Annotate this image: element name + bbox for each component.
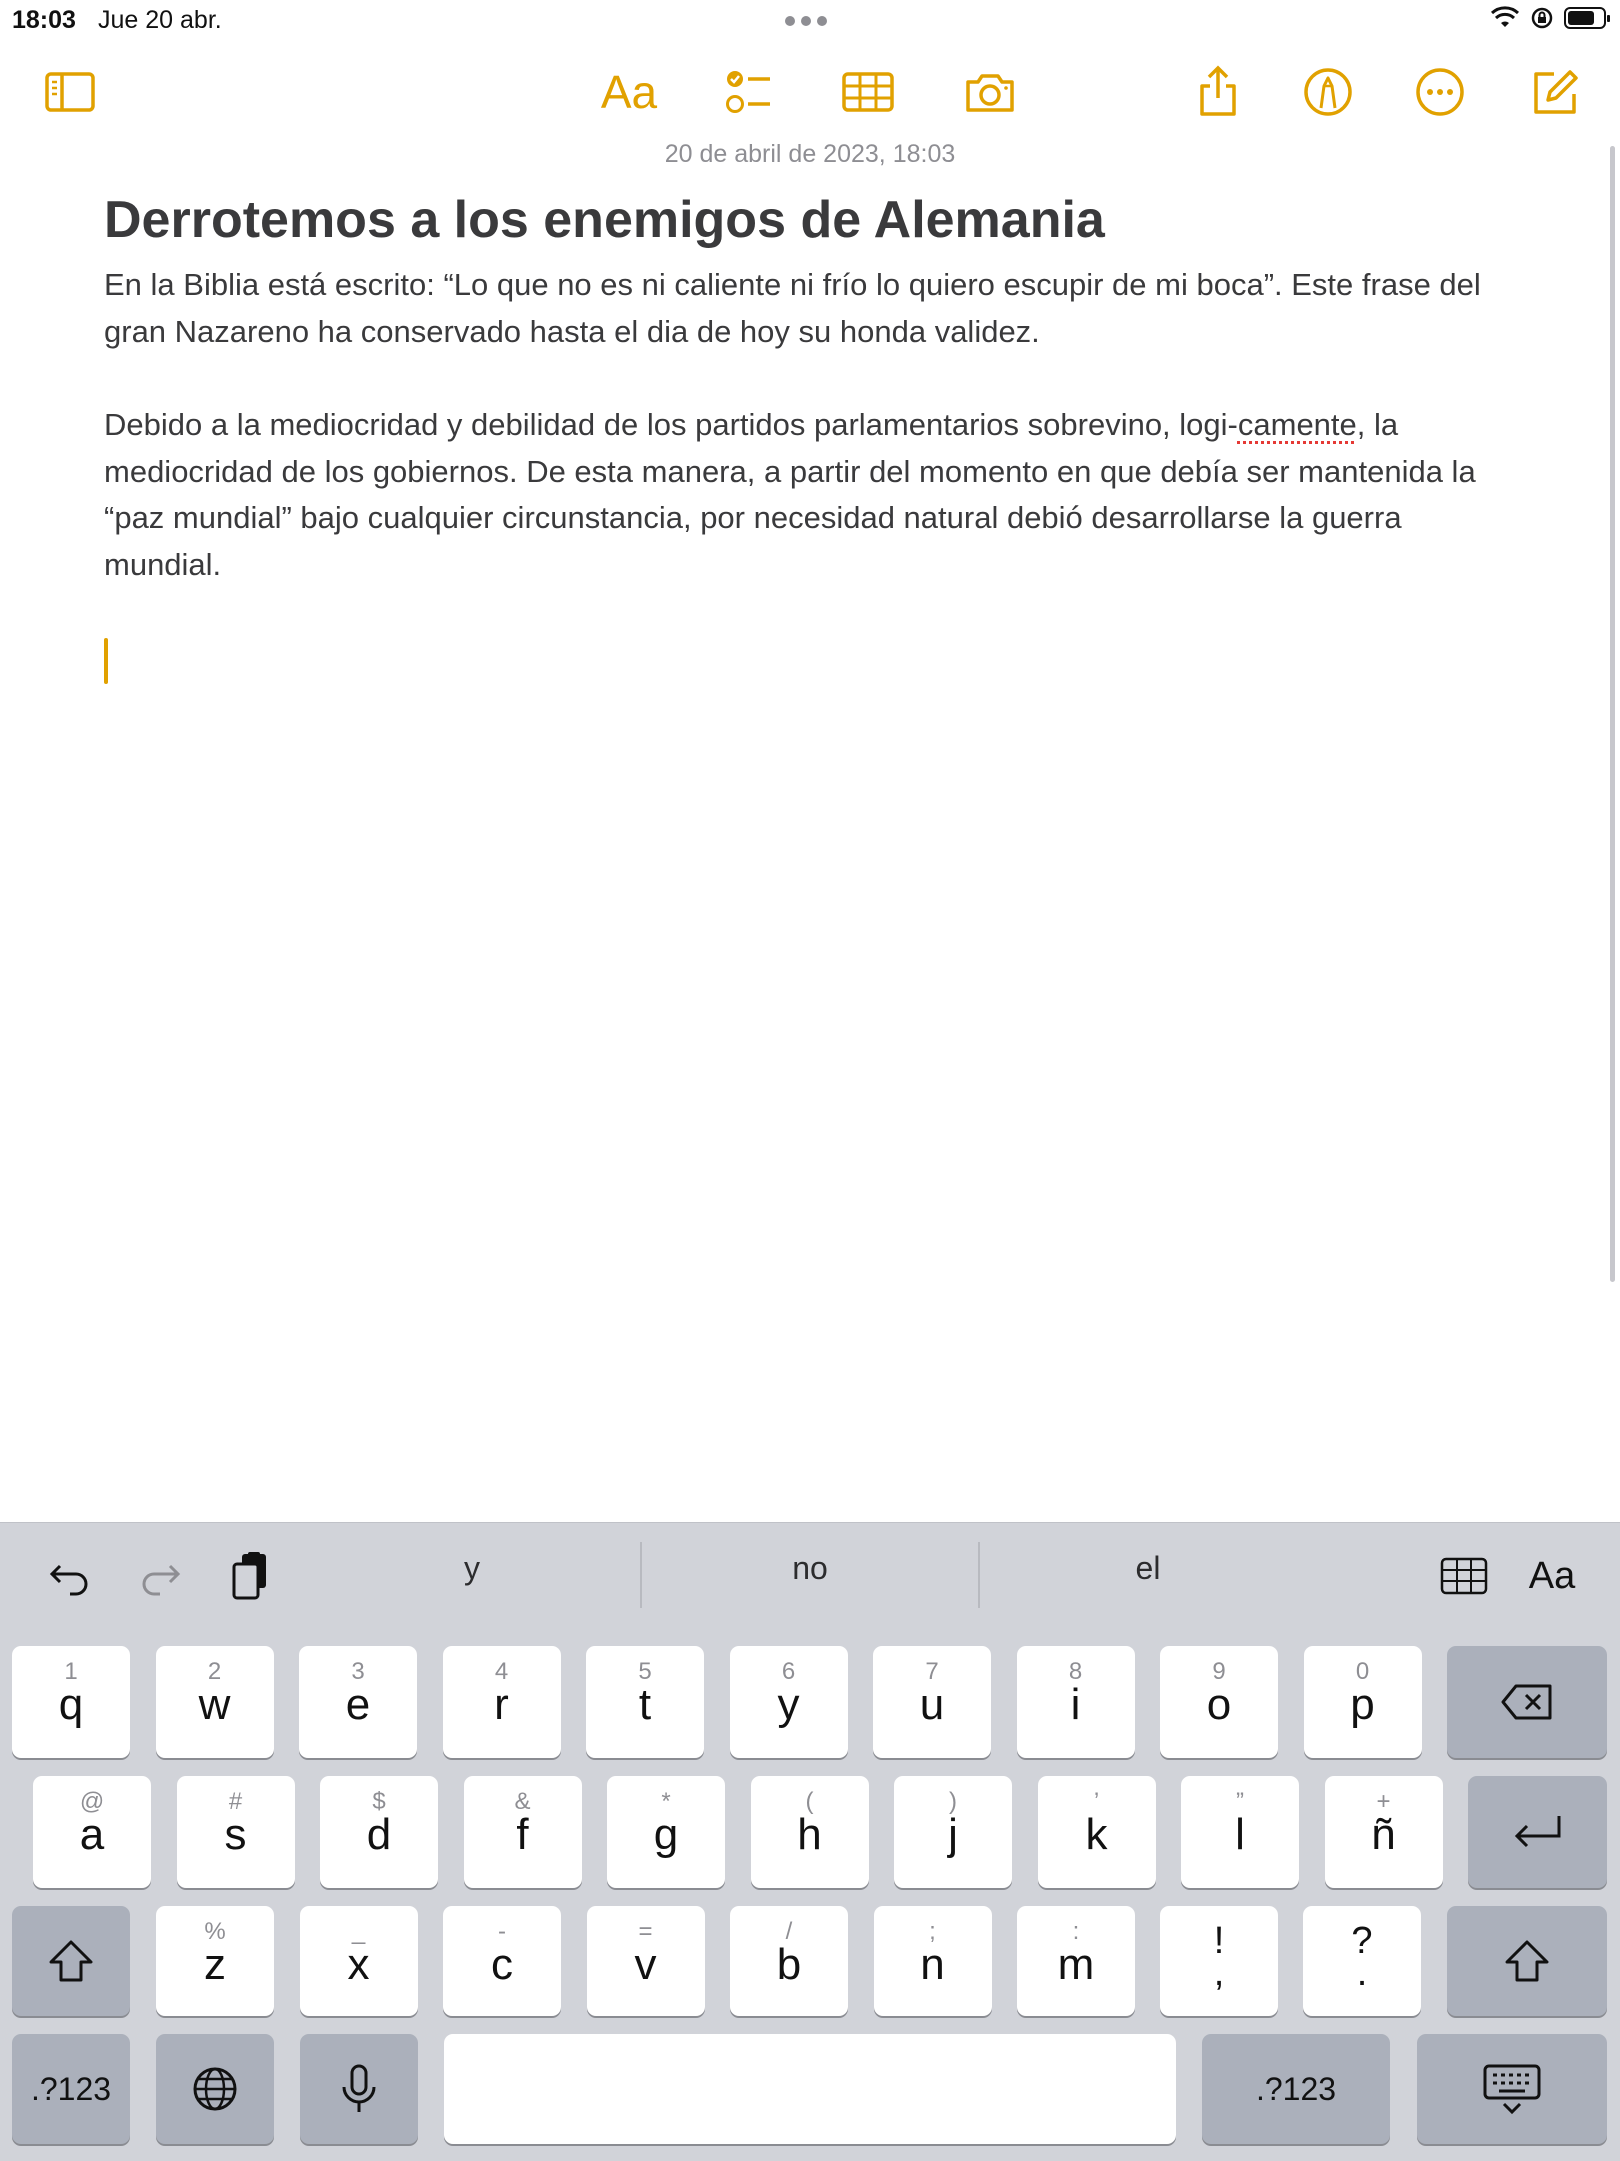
key-secondary-char: # — [228, 1788, 243, 1815]
status-bar — [0, 0, 1620, 40]
return-icon — [1511, 1812, 1565, 1852]
markup-button[interactable] — [1298, 62, 1358, 122]
text-cursor — [104, 638, 108, 684]
key-primary-char: p — [1350, 1680, 1375, 1729]
keyboard-table-button[interactable] — [1434, 1548, 1494, 1604]
suggestion-divider — [640, 1542, 642, 1608]
suggestion-3[interactable]: el — [1135, 1550, 1161, 1586]
return-key[interactable] — [1468, 1776, 1607, 1888]
key-n[interactable] — [874, 1906, 992, 2016]
key-i[interactable] — [1017, 1646, 1135, 1758]
misspelled-word[interactable]: camente — [1237, 407, 1357, 442]
key-x[interactable] — [300, 1906, 418, 2016]
space-bar[interactable] — [444, 2034, 1176, 2144]
key-primary-char: x — [347, 1940, 370, 1989]
key-secondary-char: 4 — [494, 1658, 509, 1685]
numbers-key-right[interactable] — [1202, 2034, 1390, 2144]
key-primary-char: j — [948, 1810, 958, 1859]
scrollbar[interactable] — [1610, 146, 1615, 1282]
note-paragraph-1[interactable]: En la Biblia está escrito: “Lo que no es ni caliente ni frío lo quiero escupir de mi boca”. Este frase del gran Nazareno ha conservado hasta el dia de hoy su honda validez. — [104, 267, 1481, 349]
key-secondary-char: _ — [351, 1918, 366, 1945]
paragraph-2-text-start: Debido a la mediocridad y debilidad de los partidos parlamentarios sobrevino, logi- — [104, 407, 1238, 442]
key-primary-char: l — [1235, 1810, 1245, 1859]
key-primary-char: y — [777, 1680, 800, 1729]
key-e[interactable] — [299, 1646, 417, 1758]
table-icon — [840, 64, 896, 120]
keyboard-dismiss-icon — [1481, 2062, 1543, 2116]
suggestion-1[interactable]: y — [464, 1550, 480, 1586]
battery-icon — [1564, 7, 1606, 29]
key-question-period[interactable] — [1303, 1906, 1421, 2016]
key-b[interactable] — [730, 1906, 848, 2016]
more-options-button[interactable] — [1410, 62, 1470, 122]
key-top-char: ? — [1351, 1920, 1373, 1962]
table-icon — [1439, 1556, 1489, 1596]
key-secondary-char: ) — [949, 1788, 957, 1815]
key-secondary-char: : — [1072, 1918, 1080, 1945]
shift-right-key[interactable] — [1447, 1906, 1607, 2016]
key-g[interactable] — [607, 1776, 725, 1888]
format-label: Aa — [600, 66, 658, 118]
numbers-key-label: .?123 — [1255, 2070, 1337, 2107]
key-secondary-char: @ — [79, 1788, 105, 1815]
markup-pen-icon — [1300, 64, 1356, 120]
key-secondary-char: 2 — [207, 1658, 222, 1685]
key-primary-char: o — [1206, 1680, 1232, 1729]
key-primary-char: s — [224, 1810, 247, 1859]
table-button[interactable] — [838, 62, 898, 122]
key-secondary-char: * — [661, 1788, 671, 1815]
key-primary-char: b — [776, 1940, 802, 1989]
paste-button[interactable] — [222, 1546, 282, 1606]
checklist-button[interactable] — [718, 62, 778, 122]
key-v[interactable] — [587, 1906, 705, 2016]
key-primary-char: e — [345, 1680, 371, 1729]
numbers-key-left[interactable] — [12, 2034, 130, 2144]
numbers-key-label: .?123 — [30, 2070, 112, 2107]
key-r[interactable] — [443, 1646, 561, 1758]
key-h[interactable] — [751, 1776, 869, 1888]
key-secondary-char: % — [204, 1918, 226, 1945]
shift-icon — [47, 1939, 95, 1983]
key-secondary-char: 5 — [638, 1658, 652, 1685]
new-note-button[interactable] — [1524, 62, 1584, 122]
compose-icon — [1526, 64, 1582, 120]
key-t[interactable] — [586, 1646, 704, 1758]
dictation-key[interactable] — [300, 2034, 418, 2144]
key-primary-char: a — [79, 1810, 105, 1859]
key-o[interactable] — [1160, 1646, 1278, 1758]
key-primary-char: w — [198, 1680, 231, 1729]
format-button[interactable] — [598, 62, 660, 122]
key-ñ[interactable] — [1325, 1776, 1443, 1888]
key-exclamation-comma[interactable] — [1160, 1906, 1278, 2016]
key-primary-char: c — [491, 1940, 513, 1989]
key-f[interactable] — [464, 1776, 582, 1888]
key-primary-char: d — [366, 1810, 392, 1859]
keyboard-format-button[interactable]: Aa — [1528, 1554, 1576, 1597]
key-secondary-char: ’ — [1093, 1788, 1100, 1815]
globe-key[interactable] — [156, 2034, 274, 2144]
checklist-icon — [720, 64, 776, 120]
delete-icon — [1500, 1682, 1554, 1722]
key-secondary-char: 0 — [1355, 1658, 1370, 1685]
dismiss-keyboard-key[interactable] — [1417, 2034, 1607, 2144]
status-time: 18:03 — [12, 6, 76, 34]
key-m[interactable] — [1017, 1906, 1135, 2016]
sidebar-toggle-button[interactable] — [40, 62, 100, 122]
key-secondary-char: $ — [372, 1788, 386, 1815]
key-secondary-char: 8 — [1068, 1658, 1083, 1685]
key-c[interactable] — [443, 1906, 561, 2016]
sidebar-icon — [42, 64, 98, 120]
key-secondary-char: 7 — [925, 1658, 939, 1685]
ellipsis-circle-icon — [1412, 64, 1468, 120]
globe-icon — [191, 2065, 239, 2113]
key-w[interactable] — [156, 1646, 274, 1758]
key-secondary-char: 6 — [781, 1658, 796, 1685]
key-y[interactable] — [730, 1646, 848, 1758]
wifi-icon — [1490, 6, 1520, 30]
key-secondary-char: ” — [1236, 1788, 1244, 1815]
key-l[interactable] — [1181, 1776, 1299, 1888]
key-primary-char: t — [638, 1680, 652, 1729]
status-date: Jue 20 abr. — [98, 6, 222, 34]
key-secondary-char: / — [785, 1918, 793, 1945]
key-primary-char: m — [1057, 1940, 1095, 1989]
key-p[interactable] — [1304, 1646, 1422, 1758]
key-z[interactable] — [156, 1906, 274, 2016]
key-primary-char: i — [1070, 1680, 1081, 1729]
key-k[interactable] — [1038, 1776, 1156, 1888]
key-secondary-char: ; — [929, 1918, 936, 1945]
key-primary-char: ñ — [1371, 1810, 1396, 1859]
key-primary-char: f — [516, 1810, 529, 1859]
key-q[interactable] — [12, 1646, 130, 1758]
shift-left-key[interactable] — [12, 1906, 130, 2016]
share-icon — [1190, 64, 1246, 120]
key-secondary-char: 3 — [351, 1658, 365, 1685]
key-secondary-char: = — [638, 1918, 653, 1945]
delete-key[interactable] — [1447, 1646, 1607, 1758]
key-s[interactable] — [177, 1776, 295, 1888]
redo-button[interactable] — [130, 1548, 190, 1604]
key-primary-char: q — [58, 1680, 84, 1729]
key-bottom-char: , — [1213, 1952, 1225, 1994]
key-primary-char: n — [920, 1940, 945, 1989]
suggestion-2[interactable]: no — [792, 1550, 828, 1586]
key-secondary-char: 1 — [64, 1658, 78, 1685]
key-secondary-char: - — [498, 1918, 506, 1945]
key-primary-char: z — [204, 1940, 226, 1989]
suggestion-divider — [978, 1542, 980, 1608]
note-date: 20 de abril de 2023, 18:03 — [664, 140, 956, 168]
key-secondary-char: ( — [805, 1788, 814, 1815]
key-primary-char: g — [653, 1810, 679, 1859]
key-secondary-char: & — [514, 1788, 531, 1815]
key-j[interactable] — [894, 1776, 1012, 1888]
key-secondary-char: + — [1376, 1788, 1391, 1815]
key-d[interactable] — [320, 1776, 438, 1888]
note-paragraph-2[interactable] — [104, 402, 1524, 588]
key-primary-char: h — [797, 1810, 822, 1859]
key-a[interactable] — [33, 1776, 151, 1888]
multitasking-dots[interactable] — [785, 16, 827, 26]
rotation-lock-icon — [1530, 6, 1554, 30]
key-primary-char: k — [1085, 1810, 1108, 1859]
note-title[interactable]: Derrotemos a los enemigos de Alemania — [104, 191, 1105, 249]
paragraph-2-text-end: , la mediocridad de los gobiernos. De esta manera, a partir del momento en que debía ser mantenida la “paz mundial” bajo cualquier circunstancia, por necesidad natural debió desarrollarse la guerra mundial. — [104, 407, 1476, 582]
key-top-char: ! — [1213, 1920, 1225, 1962]
key-primary-char: u — [919, 1680, 945, 1729]
microphone-icon — [339, 2063, 379, 2115]
key-u[interactable] — [873, 1646, 991, 1758]
redo-icon — [136, 1552, 184, 1600]
undo-button[interactable] — [40, 1548, 100, 1604]
share-button[interactable] — [1188, 62, 1248, 122]
clipboard-icon — [228, 1550, 276, 1602]
key-primary-char: r — [494, 1680, 509, 1729]
undo-icon — [46, 1552, 94, 1600]
key-bottom-char: . — [1356, 1952, 1368, 1994]
camera-button[interactable] — [960, 62, 1020, 122]
key-secondary-char: 9 — [1212, 1658, 1226, 1685]
camera-icon — [962, 64, 1018, 120]
status-right — [1490, 6, 1606, 30]
shift-icon — [1503, 1939, 1551, 1983]
key-primary-char: v — [634, 1940, 657, 1989]
